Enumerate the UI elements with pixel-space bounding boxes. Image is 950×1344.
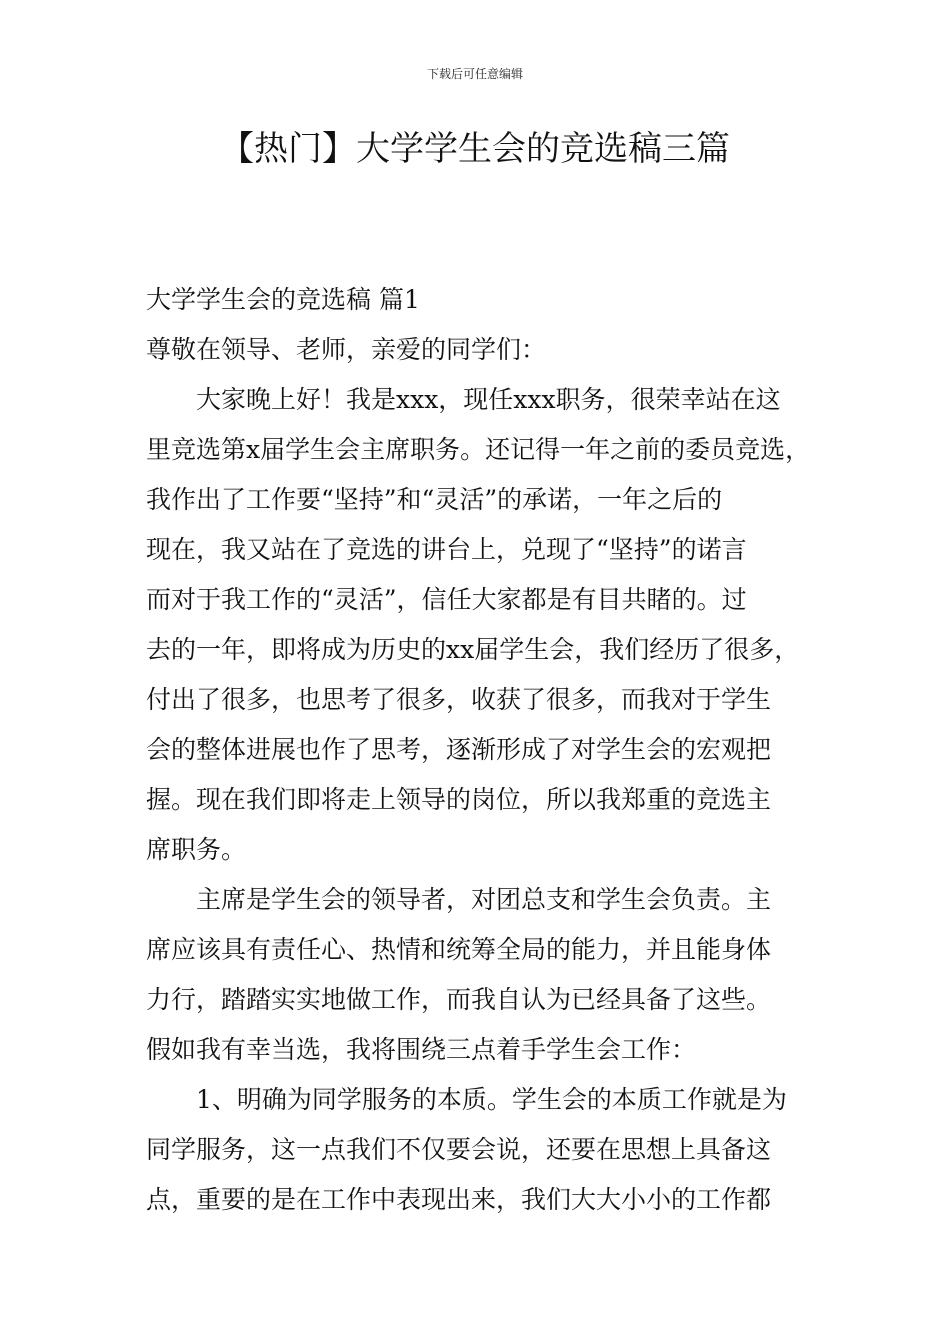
text-line: 同学服务，这一点我们不仅要会说，还要在思想上具备这 bbox=[146, 1135, 772, 1164]
text-line: 去的一年，即将成为历史的xx届学生会，我们经历了很多， bbox=[146, 635, 800, 664]
text-line: 假如我有幸当选，我将围绕三点着手学生会工作： bbox=[146, 1035, 697, 1064]
text-line: 席职务。 bbox=[146, 835, 247, 864]
document-title: 【热门】大学学生会的竞选稿三篇 bbox=[220, 129, 730, 169]
text-line: 大学学生会的竞选稿 篇1 bbox=[146, 285, 420, 314]
text-line: 会的整体进展也作了思考，逐渐形成了对学生会的宏观把 bbox=[146, 735, 772, 764]
text-line: 大家晚上好！我是xxx，现任xxx职务，很荣幸站在这 bbox=[196, 385, 781, 414]
text-line: 而对于我工作的“灵活”，信任大家都是有目共睹的。过 bbox=[146, 585, 747, 614]
text-line: 尊敬在领导、老师，亲爱的同学们： bbox=[146, 335, 547, 364]
text-line: 付出了很多，也思考了很多，收获了很多，而我对于学生 bbox=[146, 685, 772, 714]
header-note: 下载后可任意编辑 bbox=[426, 67, 523, 81]
text-line: 主席是学生会的领导者，对团总支和学生会负责。主 bbox=[196, 885, 772, 914]
document-body bbox=[146, 275, 826, 1225]
text-line: 力行，踏踏实实地做工作，而我自认为已经具备了这些。 bbox=[146, 985, 772, 1014]
text-line: 里竞选第x届学生会主席职务。还记得一年之前的委员竞选， bbox=[146, 435, 811, 464]
text-line: 现在，我又站在了竞选的讲台上，兑现了“坚持”的诺言 bbox=[146, 535, 747, 564]
text-line: 握。现在我们即将走上领导的岗位，所以我郑重的竞选主 bbox=[146, 785, 772, 814]
text-line: 席应该具有责任心、热情和统筹全局的能力，并且能身体 bbox=[146, 935, 772, 964]
text-line: 1、明确为同学服务的本质。学生会的本质工作就是为 bbox=[196, 1085, 787, 1114]
text-line: 我作出了工作要“坚持”和“灵活”的承诺，一年之后的 bbox=[146, 485, 723, 514]
text-line: 点，重要的是在工作中表现出来，我们大大小小的工作都 bbox=[146, 1185, 772, 1214]
